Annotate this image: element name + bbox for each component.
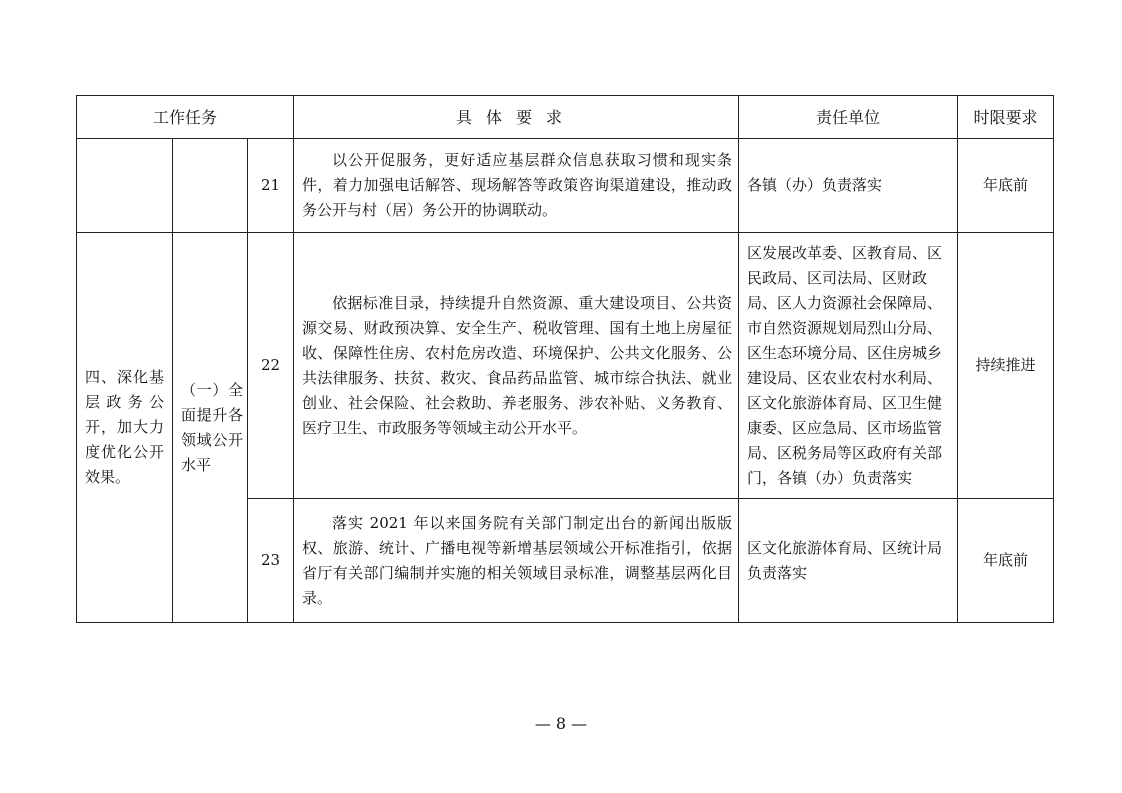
responsible-unit: 区发展改革委、区教育局、区民政局、区司法局、区财政局、区人力资源社会保障局、市自然资源规划局烈山分局、区生态环境分局、区住房城乡建设局、区农业农村水利局、区文化旅游体育局、区卫生健康委、区应急局、区市场监管局、区税务局等区政府有关部门，各镇（办）负责落实 [739,233,958,499]
task-level2-text: （一）全面提升各领域公开水平 [181,380,243,474]
row-number: 22 [248,233,294,499]
header-row [77,96,1054,139]
deadline: 年底前 [958,499,1054,623]
header-task: 工作任务 [77,96,294,139]
task-level2 [173,233,248,623]
task-level1: 四、深化基层政务公开，加大力度优化公开效果。 [77,233,173,623]
page-number: — 8 — [534,714,588,733]
deadline: 年底前 [958,139,1054,233]
requirement-text: 落实 2021 年以来国务院有关部门制定出台的新闻出版版权、旅游、统计、广播电视等新增基层领域公开标准指引，依据省厅有关部门编制并实施的相关领域目录标准，调整基层两化目录。 [294,499,739,623]
table-row [77,233,1054,499]
header-deadline: 时限要求 [958,96,1054,139]
header-requirement: 具体要求 [294,96,739,139]
empty-task-level1-cell [77,139,173,233]
deadline: 持续推进 [958,233,1054,499]
requirement-text: 依据标准目录，持续提升自然资源、重大建设项目、公共资源交易、财政预决算、安全生产、税收管理、国有土地上房屋征收、保障性住房、农村危房改造、环境保护、公共文化服务、公共法律服务、扶贫、救灾、食品药品监管、城市综合执法、就业创业、社会保险、社会救助、养老服务、涉农补贴、义务教育、医疗卫生、市政服务等领域主动公开水平。 [294,233,739,499]
table-row [77,139,1054,233]
requirement-text: 以公开促服务，更好适应基层群众信息获取习惯和现实条件，着力加强电话解答、现场解答等政策咨询渠道建设，推动政务公开与村（居）务公开的协调联动。 [294,139,739,233]
responsible-unit: 区文化旅游体育局、区统计局负责落实 [739,499,958,623]
row-number: 23 [248,499,294,623]
responsible-unit: 各镇（办）负责落实 [739,139,958,233]
empty-task-level2-cell [173,139,248,233]
task-table [76,95,1054,623]
row-number: 21 [248,139,294,233]
header-unit: 责任单位 [739,96,958,139]
